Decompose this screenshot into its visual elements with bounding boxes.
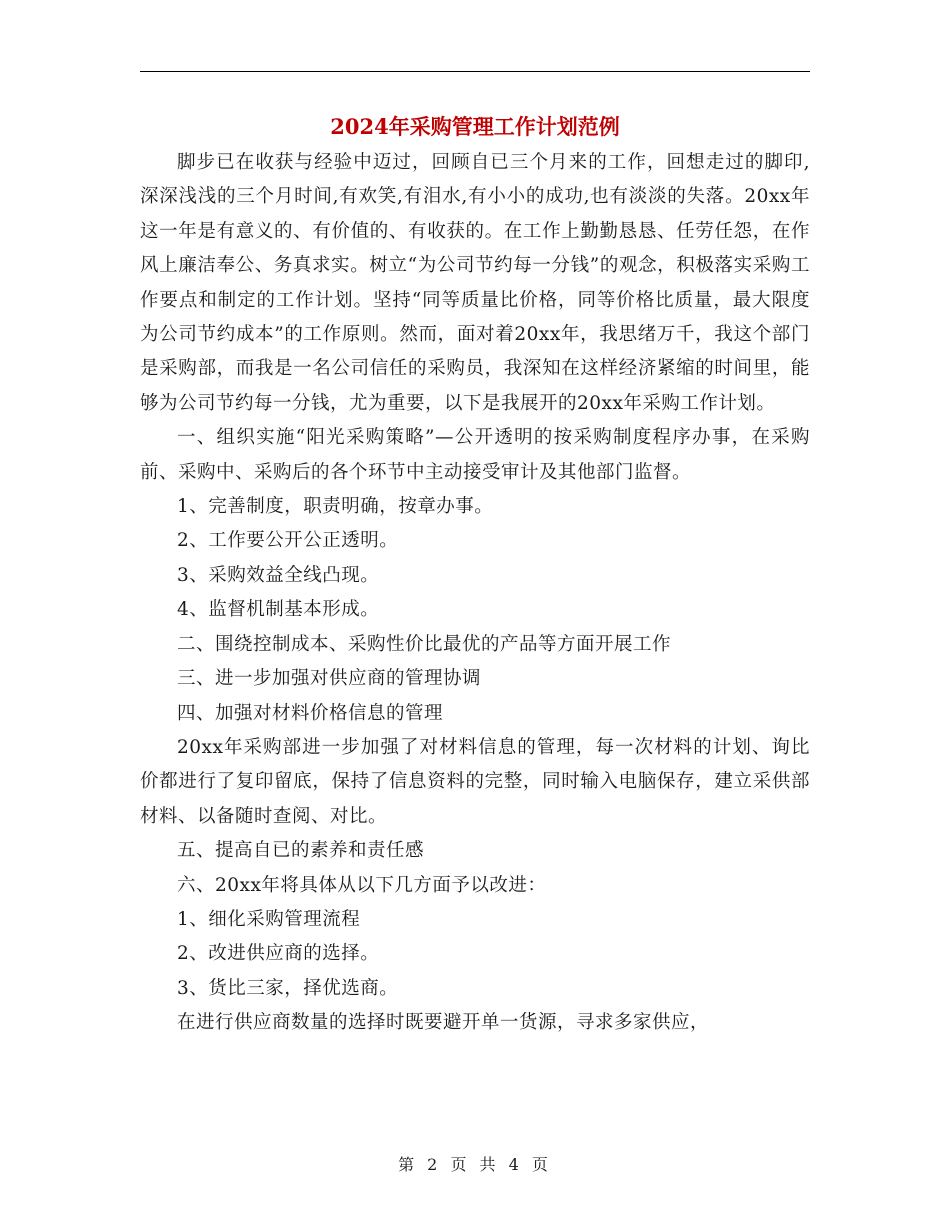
section-heading: 五、提高自已的素养和责任感	[177, 840, 425, 862]
list-item: 1、细化采购管理流程	[177, 908, 361, 930]
document-body	[140, 146, 810, 1041]
document-title: 2024年采购管理工作计划范例	[330, 114, 620, 139]
list-item: 2、工作要公开公正透明。	[177, 530, 399, 552]
section-heading: 六、20xx年将具体从以下几方面予以改进：	[177, 874, 547, 896]
header-rule	[140, 71, 810, 72]
paragraph-supplier: 在进行供应商数量的选择时既要避开单一货源，寻求多家供应，	[177, 1012, 710, 1034]
paragraph-material-info: 20xx年采购部进一步加强了对材料信息的管理，每一次材料的计划、询比价都进行了复印留底，保持了信息资料的完整，同时输入电脑保存，建立采供部材料、以备随时查阅、对比。	[140, 736, 810, 827]
paragraph-1: 脚步已在收获与经验中迈过，回顾自已三个月来的工作，回想走过的脚印,深深浅浅的三个月时间,有欢笑,有泪水,有小小的成功,也有淡淡的失落。20xx年这一年是有意义的、有价值的、有收获的。在工作上勤勤恳恳、任劳任怨，在作风上廉洁奉公、务真求实。树立“为公司节约每一分钱”的观念，积极落实采购工作要点和制定的工作计划。坚持“同等质量比价格，同等价格比质量，最大限度为公司节约成本”的工作原则。然而，面对着20xx年，我思绪万千，我这个部门是采购部，而我是一名公司信任的采购员，我深知在这样经济紧缩的时间里，能够为公司节约每一分钱，尤为重要，以下是我展开的20xx年采购工作计划。	[140, 152, 810, 414]
list-item: 4、监督机制基本形成。	[177, 599, 380, 621]
section-heading: 二、围绕控制成本、采购性价比最优的产品等方面开展工作	[177, 633, 672, 655]
section-heading: 三、进一步加强对供应商的管理协调	[177, 668, 482, 690]
list-item: 1、完善制度，职责明确，按章办事。	[177, 496, 494, 518]
list-item: 3、货比三家，择优选商。	[177, 977, 399, 999]
list-item: 2、改进供应商的选择。	[177, 943, 380, 965]
page-number-footer: 第 2 页 共 4 页	[398, 1155, 552, 1174]
paragraph-2: 一、组织实施“阳光采购策略”—公开透明的按采购制度程序办事，在采购前、采购中、采购后的各个环节中主动接受审计及其他部门监督。	[140, 427, 810, 483]
list-item: 3、采购效益全线凸现。	[177, 564, 380, 586]
section-heading: 四、加强对材料价格信息的管理	[177, 702, 444, 724]
